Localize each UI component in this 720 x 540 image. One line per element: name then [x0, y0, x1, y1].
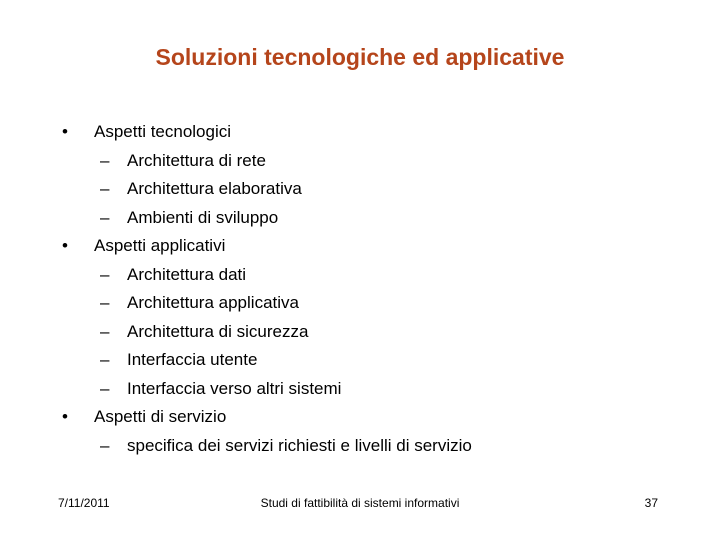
section-tecnologici [58, 118, 698, 232]
section-servizio [58, 403, 698, 460]
sub-bullet-label: Interfaccia verso altri sistemi [127, 378, 342, 398]
sub-bullet-item [58, 289, 698, 318]
sub-bullet-label: specifica dei servizi richiesti e livelli di servizio [127, 435, 472, 455]
sub-bullet-label: Interfaccia utente [127, 350, 258, 369]
page-number: 37 [644, 496, 658, 510]
footer-date: 7/11/2011 [58, 496, 110, 510]
sub-bullet-label: Architettura dati [127, 264, 247, 284]
sub-bullet-item [58, 346, 698, 375]
sub-bullet-item [58, 375, 698, 404]
sub-bullet-label: Architettura applicativa [127, 293, 299, 312]
dash-marker: – [100, 378, 110, 398]
bullet-marker: • [62, 236, 68, 255]
dash-marker: – [100, 350, 110, 369]
bullet-item [58, 232, 698, 261]
bullet-label: Aspetti applicativi [94, 236, 226, 255]
bullet-label: Aspetti di servizio [94, 407, 227, 426]
footer-title: Studi di fattibilità di sistemi informativi [260, 496, 460, 510]
dash-marker: – [100, 321, 110, 341]
sub-bullet-label: Architettura di rete [127, 150, 266, 170]
sub-bullet-item [58, 147, 698, 176]
sub-bullet-item [58, 318, 698, 347]
slide-title: Soluzioni tecnologiche ed applicative [155, 44, 565, 70]
sub-bullet-item [58, 175, 698, 204]
sub-bullet-label: Architettura di sicurezza [127, 321, 309, 341]
sub-bullet-item [58, 261, 698, 290]
sub-bullet-item [58, 204, 698, 233]
bullet-label: Aspetti tecnologici [94, 122, 232, 141]
bullet-marker: • [62, 407, 68, 426]
section-applicativi [58, 232, 698, 403]
dash-marker: – [100, 264, 110, 284]
dash-marker: – [100, 435, 110, 455]
sub-bullet-label: Architettura elaborativa [127, 179, 302, 198]
dash-marker: – [100, 207, 110, 227]
dash-marker: – [100, 179, 110, 198]
sub-bullet-label: Ambienti di sviluppo [127, 207, 279, 227]
dash-marker: – [100, 150, 110, 170]
bullet-item [58, 403, 698, 432]
slide-content [58, 118, 698, 460]
dash-marker: – [100, 293, 110, 312]
sub-bullet-item [58, 432, 698, 461]
bullet-marker: • [62, 122, 68, 141]
bullet-item [58, 118, 698, 147]
